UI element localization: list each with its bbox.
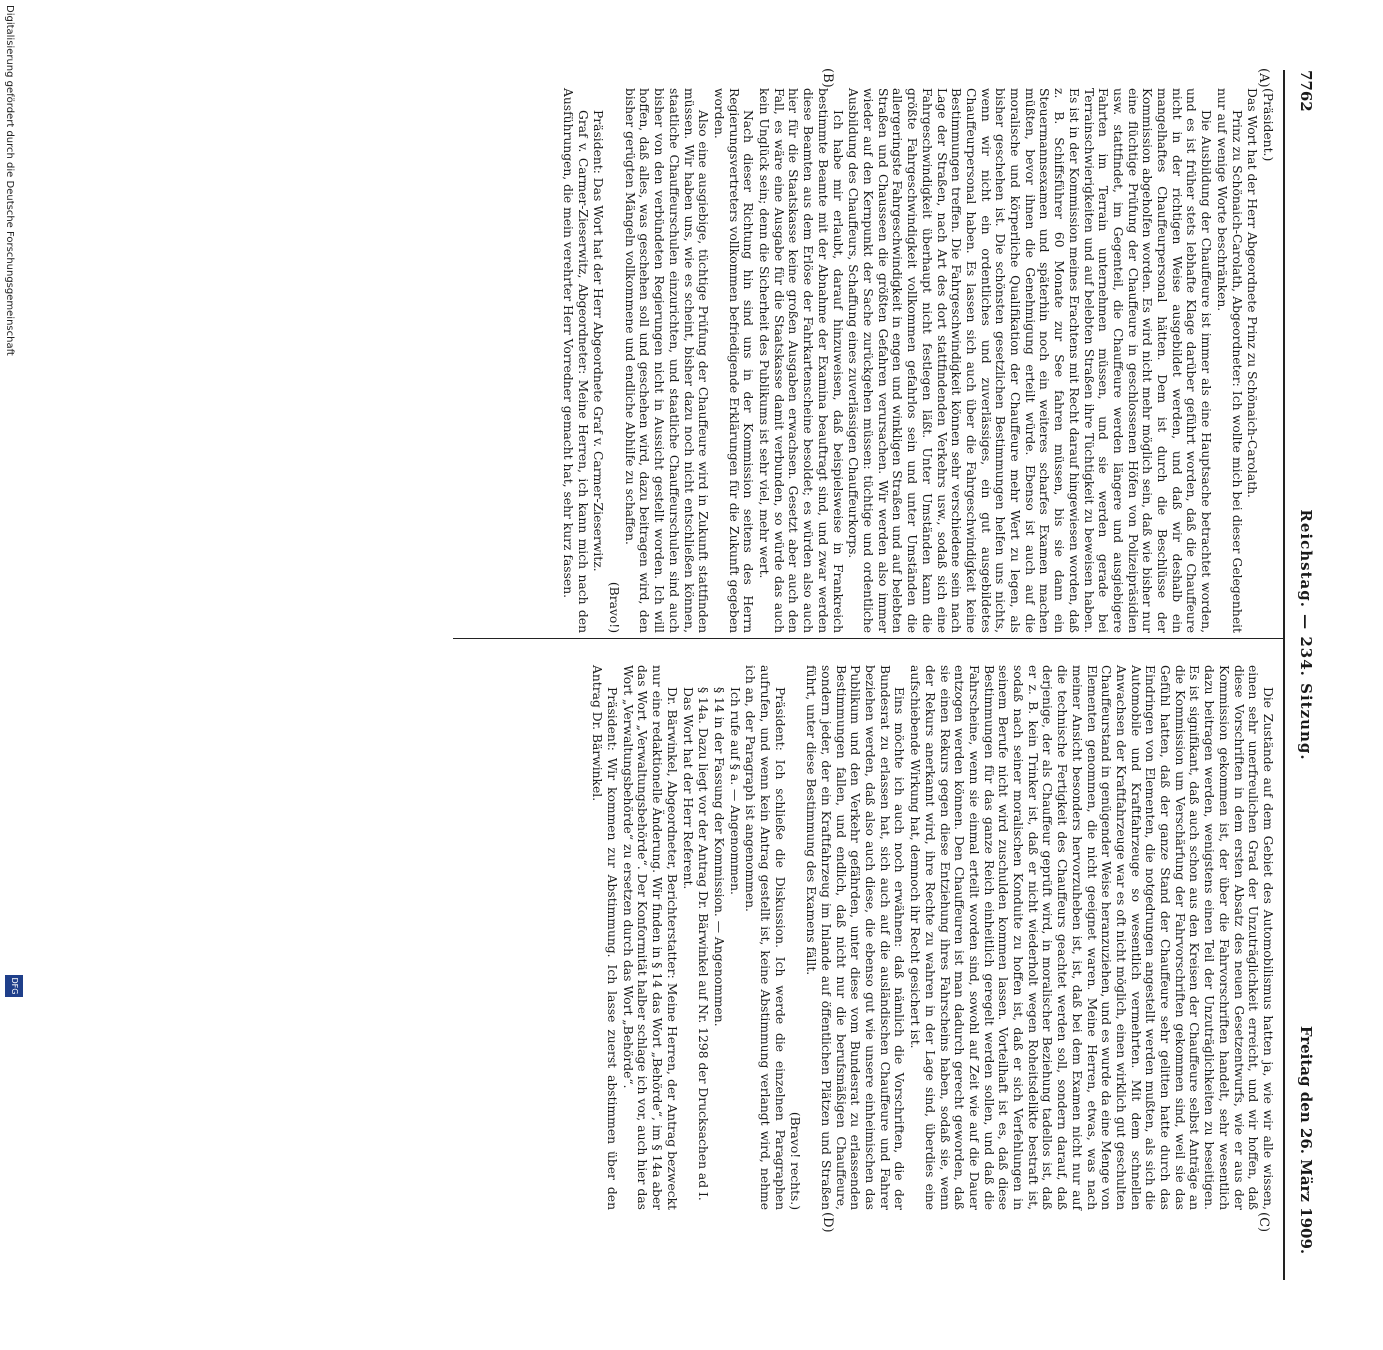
paragraph: Das Wort hat der Herr Referent. [680, 687, 695, 890]
paragraph: Eins möchte ich auch noch erwähnen: daß nämlich die Vorschriften, die der Bundesrat zu erlassen hat, sich auch auf die ausländischen Chauffeure und Fahrer beziehen werden, daß also auch diese, die ebenso gut wie unsere einheimischen das Publikum und den Verkehr gefährden, unter diese vom Bundesrat zu erlassenden Bestimmungen fallen, und endlich, daß nicht nur die berufsmäßigen Chauffeure, sondern jeder, der ein Kraftfahrzeug im Inlande auf öffentlichen Plätzen und Straßen führt, unter diese Bestimmung des Examens fällt. [804, 665, 907, 1210]
page-header [1291, 70, 1317, 1255]
footer-credit: Digitalisierung gefördert durch die Deutsche Forschungsgemeinschaft [4, 5, 15, 356]
paragraph: Nach dieser Richtung hin sind uns in der Kommission seitens des Herrn Regierungsvertreters vollkommen befriedigende Erklärungen für die Zukunft gegeben worden. [711, 88, 756, 633]
column-divider [453, 638, 1283, 639]
margin-marker-d: (D) [820, 1212, 835, 1233]
right-text-column [589, 665, 1275, 1210]
paragraph: Präsident: Wir kommen zur Abstimmung. Ich lasse zuerst abstimmen über den Antrag Dr. Bärwinkel. [590, 665, 620, 1210]
page-number: 7762 [1297, 70, 1315, 112]
session-title: Reichstag. — 234. Sitzung. [1297, 509, 1315, 761]
paragraph: Dr. Bärwinkel, Abgeordneter, Berichterstatter: Meine Herren, der Antrag bezweckt nur eine redaktionelle Änderung. Wir finden in § 14 das Wort „Behörde“, im § 14a aber das Wort „Verwaltungsbehörde“. Der Konformität halber schlage ich vor, auch hier das Wort „Verwaltungsbehörde“ zu ersetzen durch das Wort „Behörde“. [620, 665, 679, 1210]
margin-marker-b: (B) [820, 68, 835, 88]
margin-marker-a: (A) [1256, 68, 1271, 88]
paragraph: (Präsident.) [1261, 88, 1275, 162]
paragraph: (Bravo!) [607, 581, 622, 633]
margin-marker-c: (C) [1256, 1212, 1271, 1233]
paragraph: Ich rufe auf § a. — Angenommen. [727, 687, 742, 895]
dfg-logo: DFG [5, 975, 23, 997]
paragraph: § 14a. Dazu liegt vor der Antrag Dr. Bärwinkel auf Nr. 1298 der Drucksachen ad I. [696, 687, 711, 1201]
paragraph: Das Wort hat der Herr Abgeordnete Prinz zu Schönaich-Carolath. [1245, 88, 1260, 498]
paragraph: § 14 in der Fassung der Kommission. — Angenommen. [711, 687, 726, 1027]
paragraph: Ich habe mir erlaubt, darauf hinzuweisen, daß beispielsweise in Frankreich bestimmte Beamte mit der Abnahme der Examina beauftragt sind, und zwar werden diese Beamten aus dem Erlöse der Fahrkartenscheine besoldet; es würden also auch hier für die Staatskasse keine großen Ausgaben erwachsen. Gesetzt aber auch den Fall, es wäre eine Ausgabe für die Staatskasse damit verbunden, so würde das auch kein Unglück sein; denn die Sicherheit des Publikums ist sehr viel, mehr wert. [757, 88, 845, 633]
paragraph: Graf v. Carmer-Zieserwitz, Abgeordneter: Meine Herren, ich kann mich nach den Ausführungen, die mein verehrter Herr Vorredner gemacht hat, sehr kurz fassen. [560, 88, 590, 633]
paragraph: Also eine ausgiebige, tüchtige Prüfung der Chauffeure wird in Zukunft stattfinden müssen. Wir haben uns, wie es scheint, bisher dazu noch nicht entschließen können, staatliche Chauffeurschulen einzurichten, und staatliche Chauffeurschulen sind auch bisher von den verbündeten Regierungen nicht in Aussicht gestellt worden. Ich will hoffen, daß alles, was geschehen soll und geschehen wird, dazu beitragen wird, den bisher gerügten Mängeln vollkommene und endliche Abhilfe zu schaffen. [622, 88, 711, 633]
paragraph: Präsident: Ich schließe die Diskussion. Ich werde die einzelnen Paragraphen aufrufen, und wenn kein Antrag gestellt ist, keine Abstimmung verlangt wird, nehme ich an, der Paragraph ist angenommen. [743, 665, 787, 1210]
paragraph: Die Zustände auf dem Gebiet des Automobilismus hatten ja, wie wir alle wissen, einen sehr unerfreulichen Grad der Unzuträglichkeit erreicht, und wir hoffen, daß diese Vorschriften in dem ersten Absatz des neuen Gesetzentwurfs, wie er aus der Kommission gekommen ist, der über die Fahrvorschriften handelt, sehr wesentlich dazu beitragen werden, wenigstens einen Teil der Unzuträglichkeiten zu beseitigen. Es ist signifikant, daß auch schon aus den Kreisen der Chauffeure selbst Anträge an die Kommission um Verschärfung der Fahrvorschriften gekommen sind, weil sie das Gefühl hatten, daß der ganze Stand der Chauffeure sehr gelitten hatte durch das Eindringen von Elementen, die notgedrungen angestellt werden mußten, als sich die Automobile und Kraftfahrzeuge so wesentlich vermehrten. Mit dem schnellen Anwachsen der Kraftfahrzeuge war es oft nicht möglich, einen wirklich gut geschulten Chauffeurstand in genügender Weise heranzuziehen, und es wurde da eine Menge von Elementen genommen, die nicht geeignet waren. Meine Herren, etwas, was nach meiner Ansicht besonders hervorzuheben ist, ist, daß bei dem Examen nicht nur auf die technische Fertigkeit des Chauffeurs geachtet werden soll, sondern darauf, daß derjenige, der als Chauffeur geprüft wird, in moralischer Beziehung tadellos ist, daß er z. B. kein Trinker ist, daß er nicht wiederholt wegen Roheitsdelikte bestraft ist, sodaß nach seiner moralischen Konduite zu hoffen ist, daß er sich Verfehlungen in seinem Berufe nicht wird zuschulden kommen lassen. Vorteilhaft ist es, daß diese Bestimmungen für das ganze Reich einheitlich geregelt werden sollen, und daß die Fahrscheine, wenn sie einmal erteilt worden sind, sowohl auf Zeit wie auf die Dauer entzogen werden können. Den Chauffeuren ist man dadurch gerecht geworden, daß sie einen Rekurs gegen diese Entziehung ihres Fahrscheins haben, sodaß sie, wenn der Rekurs anerkannt wird, ihre Rechte zu wahren in der Lage sind, überdies eine aufschiebende Wirkung hat, demnoch ihr Recht gesichert ist. [908, 665, 1275, 1210]
header-rule [1283, 70, 1285, 1280]
paragraph: Die Ausbildung der Chauffeure ist immer als eine Hauptsache betrachtet worden, und es ist früher stets lebhafte Klage darüber geführt worden, daß die Chauffeure nicht in der richtigen Weise ausgebildet werden, und daß wir deshalb ein mangelhaftes Chauffeurpersonal hätten. Dem ist durch die Beschlüsse der Kommission abgeholfen worden. Es wird nicht mehr möglich sein, daß wie bisher nur eine flüchtige Prüfung der Chauffeure in geschlossenen Höfen von Polizeipräsidien usw. stattfindet, im Gegenteil, die Chauffeure werden längere und ausgiebigere Fahrten im Terrain unternehmen müssen, und sie werden gerade bei Terrainschwierigkeiten und auf belebten Straßen ihre Tüchtigkeit zu beweisen haben. Es ist in der Kommission meines Erachtens mit Recht darauf hingewiesen worden, daß z. B. Schiffsführer 60 Monate zur See fahren müssen, bis sie dann ein Steuermannsexamen und späterhin noch ein weiteres scharfes Examen machen müßten, bevor ihnen die Genehmigung erteilt würde. Ebenso ist auch auf die moralische und körperliche Qualifikation der Chauffeure mehr Wert zu legen, als bisher geschehen ist. Die schönsten gesetzlichen Bestimmungen helfen uns nichts, wenn wir nicht ein ordentliches und zuverlässiges, ein gut ausgebildetes Chauffeurpersonal haben. Es lassen sich auch über die Fahrgeschwindigkeit keine Bestimmungen treffen. Die Fahrgeschwindigkeit können sehr verschiedene sein nach Lage der Straßen, nach Art des dort stattfindenden Verkehrs usw., sodaß sich eine Fahrgeschwindigkeit überhaupt nicht festlegen läßt. Unter Umständen kann die größte Fahrgeschwindigkeit vollkommen gefahrlos sein und unter Umständen die allergeringste Fahrgeschwindigkeit in engen und winkligen Straßen und auf belebten Straßen und Chausseen die größten Gefahren verursachen. Wir werden also immer wieder auf den Kernpunkt der Sache zurückgehen müssen: tüchtige und ordentliche Ausbildung des Chauffeurs, Schaffung eines zuverlässigen Chauffeurkorps. [846, 88, 1214, 633]
paragraph: (Bravo! rechts.) [788, 1111, 803, 1210]
session-date: Freitag den 26. März 1909. [1297, 1025, 1315, 1255]
paragraph: Präsident: Das Wort hat der Herr Abgeordnete Graf v. Carmer-Zieserwitz. [591, 110, 606, 572]
paragraph: Prinz zu Schönaich-Carolath, Abgeordneter: Ich wollte mich bei dieser Gelegenheit nur auf wenige Worte beschränken. [1214, 88, 1244, 633]
left-text-column [559, 88, 1275, 633]
